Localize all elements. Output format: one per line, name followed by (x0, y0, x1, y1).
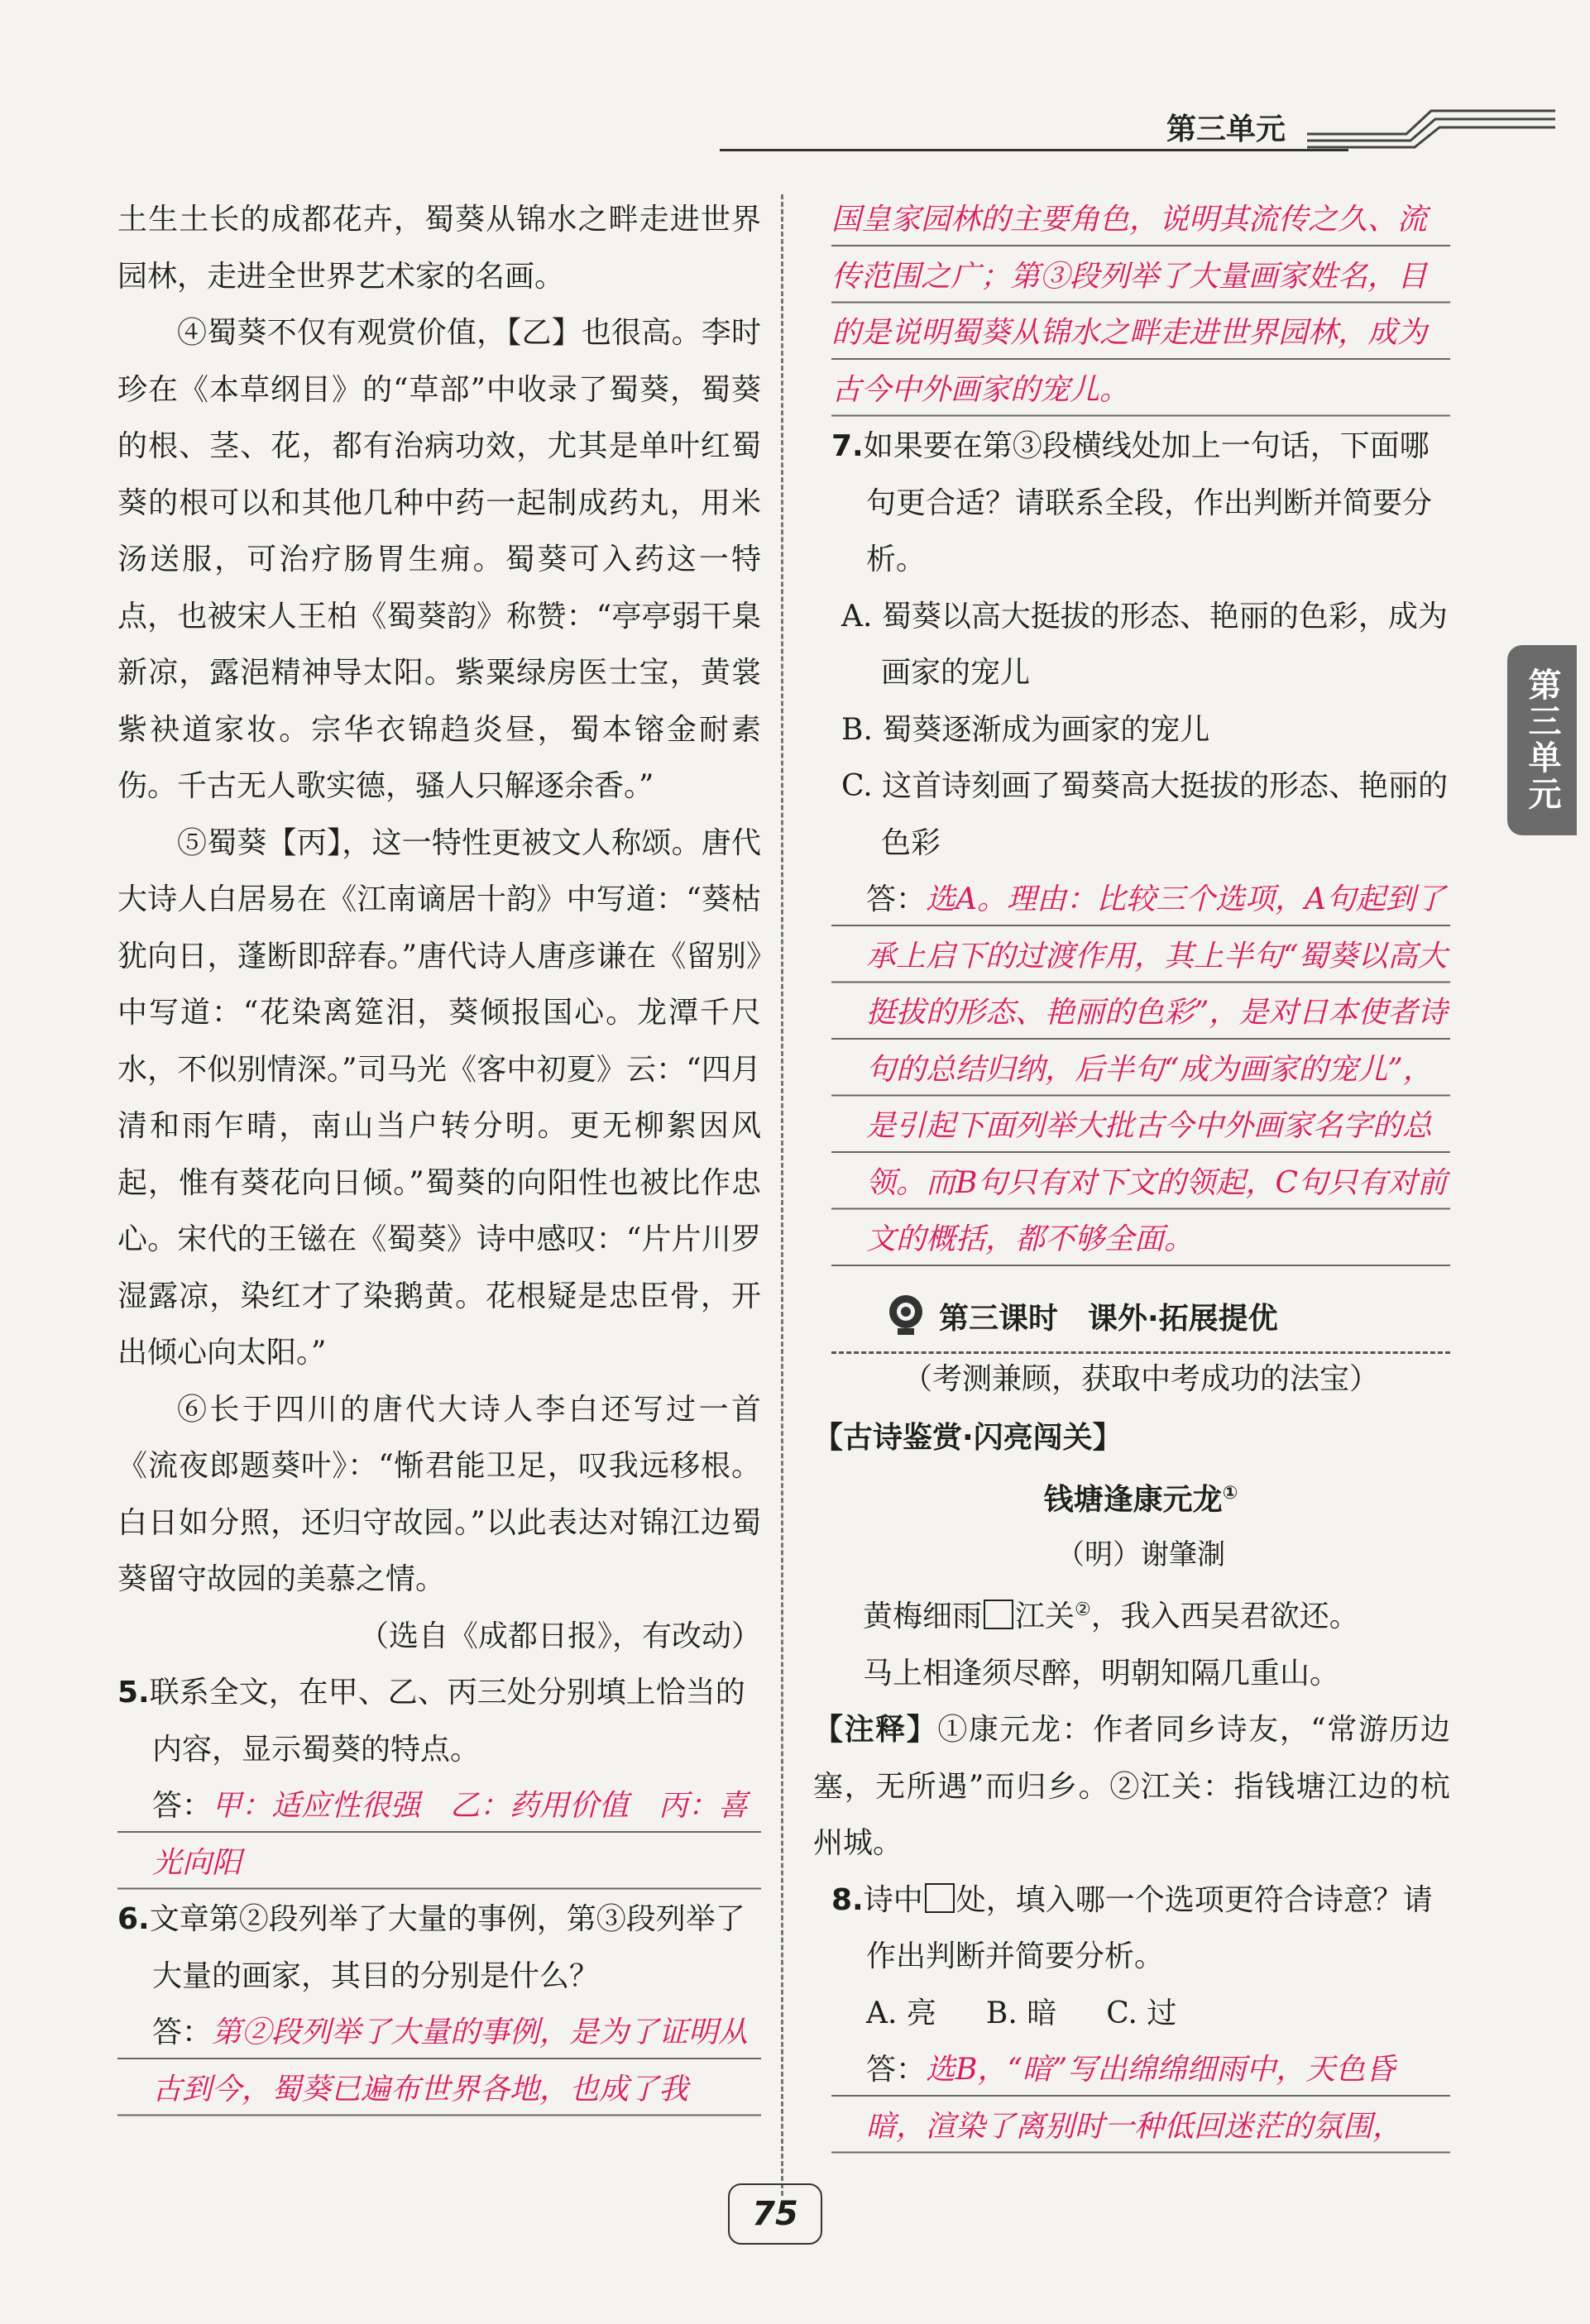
source-citation: （选自《成都日报》，有改动） (358, 1619, 761, 1653)
blank-box (984, 1600, 1013, 1629)
question-8 (831, 1872, 1450, 1986)
option-c: C. 这首诗刻画了蜀葵高大挺拔的形态、艳丽的色彩 (841, 769, 1449, 860)
answer-5 (117, 1778, 761, 1891)
option-c: C. 过 (1106, 1996, 1177, 2030)
question-7 (831, 418, 1450, 589)
answer-label: 答： (866, 2053, 927, 2087)
trophy-icon (883, 1292, 929, 1338)
answer-7 (831, 872, 1450, 1269)
option-b: B. 蜀葵逐渐成为画家的宠儿 (841, 712, 1210, 747)
lesson-heading (831, 1284, 1450, 1346)
right-column (813, 192, 1450, 2155)
header-rule (720, 149, 1348, 151)
question-text: 处，填入哪一个选项更符合诗意？请作出判断并简要分析。 (866, 1882, 1433, 1973)
question-text: 联系全文，在甲、乙、丙三处分别填上恰当的内容，显示蜀葵的特点。 (149, 1676, 745, 1767)
answer-text: 第②段列举了大量的事例，是为了证明从古到今，蜀葵已遍布世界各地，也成了我 (152, 2016, 749, 2106)
poem-text: 江关 (1015, 1600, 1075, 1633)
question-text: 诗中 (863, 1882, 923, 1917)
lesson-subtitle: （考测兼顾，获取中考成功的法宝） (902, 1361, 1379, 1396)
option-a: A. 亮 (866, 1996, 936, 2030)
left-column (117, 192, 761, 2118)
answer-6 (117, 2005, 761, 2118)
answer-8 (831, 2042, 1450, 2155)
poem-line: 马上相逢须尽醉，明朝知隔几重山。 (863, 1656, 1340, 1690)
footnote-marker: ② (1075, 1600, 1091, 1620)
poem-author: （明）谢肇淛 (1056, 1538, 1225, 1571)
question-5 (117, 1665, 761, 1778)
page-number: 75 (728, 2183, 822, 2245)
answer-label: 答： (152, 2016, 213, 2049)
question-8-options (831, 1986, 1450, 2043)
unit-side-tab: 第三单元 (1507, 645, 1577, 835)
answer-text: 甲：适应性很强 乙：药用价值 丙：喜光向阳 (152, 1789, 749, 1880)
column-divider (781, 194, 783, 2196)
question-number: 6. (117, 1902, 150, 1936)
question-text: 如果要在第③段横线处加上一句话，下面哪句更合适？请联系全段，作出判断并简要分析。 (863, 429, 1433, 576)
blank-box (925, 1883, 955, 1913)
answer-text: 选B，“暗”写出绵绵细雨中，天色昏暗，渲染了离别时一种低回迷茫的氛围， (866, 2053, 1403, 2144)
question-text: 文章第②段列举了大量的事例，第③段列举了大量的画家，其目的分别是什么？ (149, 1902, 745, 1993)
option-a: A. 蜀葵以高大挺拔的形态、艳丽的色彩，成为画家的宠儿 (841, 599, 1448, 690)
passage-paragraph: ⑥长于四川的唐代大诗人李白还写过一首《流夜郎题葵叶》：“惭君能卫足，叹我远移根。白日如分照，还归守故园。”以此表达对锦江边蜀葵留守故园的美慕之情。 (117, 1392, 761, 1596)
answer-6-continued (831, 192, 1450, 418)
question-number: 7. (831, 429, 864, 463)
passage-paragraph: 土生土长的成都花卉，蜀葵从锦水之畔走进世界园林，走进全世界艺术家的名画。 (117, 203, 761, 294)
header-decoration (1307, 101, 1555, 159)
lesson-title: 第三课时 课外·拓展提优 (939, 1301, 1278, 1336)
poem-title-text: 钱塘逢康元龙 (1043, 1483, 1223, 1517)
note-text: ①康元龙：作者同乡诗友，“常游历边塞，无所遇”而归乡。②江关：指钱塘江边的杭州城。 (813, 1713, 1450, 1860)
passage-paragraph: ④蜀葵不仅有观赏价值，【乙】也很高。李时珍在《本草纲目》的“草部”中收录了蜀葵，蜀葵的根、茎、花，都有治病功效，尤其是单叶红蜀葵的根可以和其他几种中药一起制成药丸，用米汤送服，可治疗肠胃生痈。蜀葵可入药这一特点，也被宋人王柏《蜀葵韵》称赞：“亭亭弱干臬新凉，露浥精神导太阳。紫粟绿房医士宝，黄裳紫袂道家妆。宗华衣锦趋炎昼，蜀本镕金耐素伤。千古无人歌实德，骚人只解逐余香。” (117, 316, 761, 803)
answer-label: 答： (152, 1789, 213, 1823)
page-header (720, 98, 1580, 155)
answer-text: 国皇家园林的主要角色，说明其流传之久、流传范围之广；第③段列举了大量画家姓名，目的是说明蜀葵从锦水之畔走进世界园林，成为古今中外画家的宠儿。 (831, 203, 1428, 407)
answer-label: 答： (866, 882, 927, 916)
note-label: 【注释】 (813, 1713, 938, 1747)
footnote-marker: ① (1222, 1483, 1238, 1504)
poem-title (831, 1466, 1450, 1528)
question-number: 5. (117, 1676, 150, 1710)
poem-text: ，我入西吴君欲还。 (1090, 1600, 1359, 1633)
answer-text: 选A。理由：比较三个选项，A句起到了承上启下的过渡作用，其上半句“蜀葵以高大挺拔的形态、艳丽的色彩”，是对日本使者诗句的总结归纳，后半句“成为画家的宠儿”，是引起下面列举大批古今中外画家名字的总领。而B句只有对下文的领起，C句只有对前文的概括，都不够全面。 (866, 882, 1448, 1256)
poem-line (831, 1582, 1450, 1646)
option-b: B. 暗 (985, 1996, 1057, 2030)
unit-title: 第三单元 (1166, 112, 1286, 146)
question-number: 8. (831, 1882, 864, 1917)
question-6 (117, 1891, 761, 2005)
poem-notes (813, 1702, 1450, 1872)
section-title: 【古诗鉴赏·闪亮闯关】 (813, 1420, 1123, 1455)
passage-paragraph: ⑤蜀葵【丙】，这一特性更被文人称颂。唐代大诗人白居易在《江南谪居十韵》中写道：“葵枯犹向日，蓬断即辞春。”唐代诗人唐彦谦在《留别》中写道：“花染离筵泪，葵倾报国心。龙潭千尺水，不似别情深。”司马光《客中初夏》云：“四月清和雨乍晴，南山当户转分明。更无柳絮因风起，惟有葵花向日倾。”蜀葵的向阳性也被比作忠心。宋代的王镃在《蜀葵》诗中感叹：“片片川罗湿露凉，染红才了染鹅黄。花根疑是忠臣骨，开出倾心向太阳。” (117, 825, 761, 1370)
poem-text: 黄梅细雨 (863, 1600, 983, 1633)
